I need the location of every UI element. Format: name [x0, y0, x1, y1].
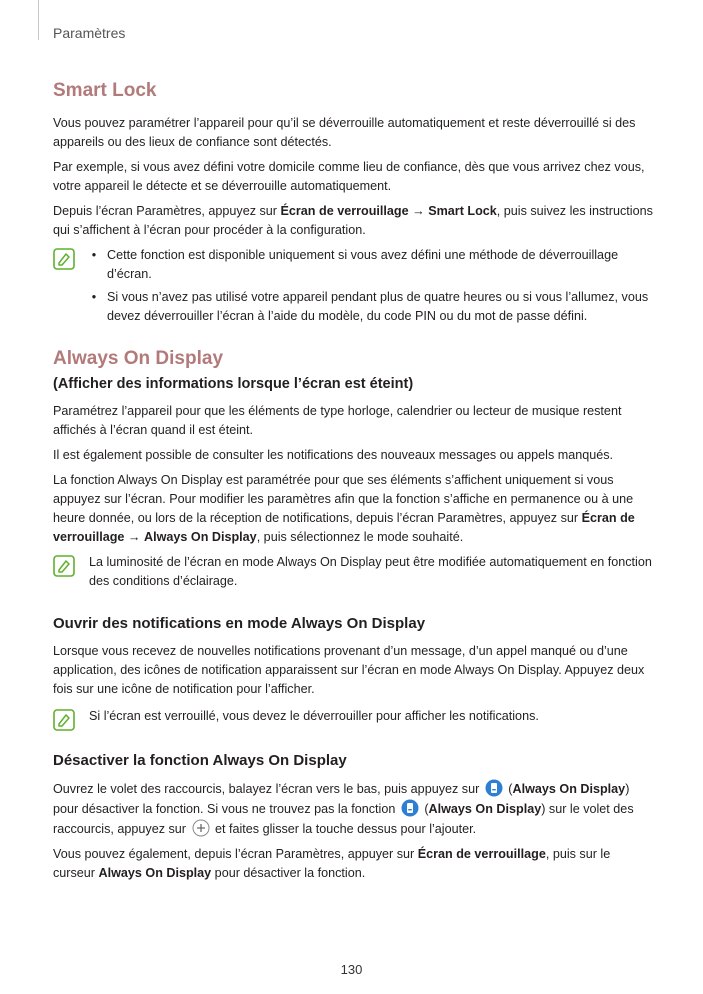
label-aod: Always On Display [428, 802, 542, 816]
note-list [89, 246, 653, 326]
note-block-notifications [53, 707, 653, 726]
smart-lock-instructions: Depuis l’écran Paramètres, appuyez sur Écran de verrouillage → Smart Lock, puis suivez les instructions qui s’affichent à l’écran pour procéder à la configuration. [53, 204, 653, 237]
label-aod: Always On Display [98, 866, 212, 880]
always-on-display-icon [401, 799, 419, 817]
note-text: La luminosité de l’écran en mode Always On Display peut être modifiée automatiquement en fonction des conditions d’éclairage. [89, 555, 652, 588]
menu-path-aod: Always On Display [144, 530, 257, 544]
section-title-notifications: Ouvrir des notifications en mode Always On Display [53, 615, 426, 632]
note-text: Si l’écran est verrouillé, vous devez le déverrouiller pour afficher les notifications. [89, 709, 539, 723]
page-header-title: Paramètres [53, 25, 126, 41]
label-aod: Always On Display [512, 782, 626, 796]
add-icon [192, 819, 210, 837]
note-item: • Cette fonction est disponible uniquement si vous avez défini une méthode de déverrouillage d’écran. [91, 248, 619, 281]
page-content [53, 80, 653, 889]
disable-alternative: Vous pouvez également, depuis l’écran Paramètres, appuyer sur Écran de verrouillage, puis sur le curseur Always On Display pour désactiver la fonction. [53, 847, 611, 880]
smart-lock-intro: Vous pouvez paramétrer l’appareil pour qu’il se déverrouille automatiquement et reste déverrouillé si des appareils ou des lieux de confiance sont détectés. [53, 116, 636, 149]
menu-path-lock-screen: Écran de verrouillage [417, 847, 546, 861]
note-item: • Si vous n’avez pas utilisé votre appareil pendant plus de quatre heures ou si vous l’allumez, vous devez déverrouiller l’écran à l’aide du modèle, du code PIN ou du mot de passe défini. [91, 290, 649, 323]
note-icon [53, 555, 75, 577]
section-subtitle-aod: (Afficher des informations lorsque l’écran est éteint) [53, 376, 414, 392]
notifications-body: Lorsque vous recevez de nouvelles notifications provenant d’un message, d’un appel manqué ou d’une application, des icônes de notification apparaissent sur l’écran en mode Always On Display. Appuyez deux fois sur une icône de notification pour l’afficher. [53, 644, 645, 696]
menu-path-lock-screen: Écran de verrouillage [53, 511, 635, 544]
aod-notifications: Il est également possible de consulter les notifications des nouveaux messages ou appels manqués. [53, 448, 614, 462]
menu-path-lock-screen: Écran de verrouillage [280, 204, 409, 218]
aod-intro: Paramétrez l’appareil pour que les éléments de type horloge, calendrier ou lecteur de musique restent affichés à l’écran quand il est éteint. [53, 404, 622, 437]
note-block-smart-lock [53, 246, 653, 326]
aod-settings: La fonction Always On Display est paramétrée pour que ses éléments s’affichent uniquement si vous appuyez sur l’écran. Pour modifier les paramètres afin que la fonction s’affiche en permanence ou à une heure donnée, ou lors de la réception de notifications, depuis l’écran Paramètres, appuyez sur Écran de verrouillage → Always On Display, puis sélectionnez le mode souhaité. [53, 473, 635, 544]
note-block-aod [53, 553, 653, 591]
section-title-smart-lock: Smart Lock [53, 80, 157, 101]
header-divider [38, 0, 39, 40]
smart-lock-example: Par exemple, si vous avez défini votre domicile comme lieu de confiance, dès que vous arrivez chez vous, votre appareil le détecte et se déverrouille automatiquement. [53, 160, 645, 193]
always-on-display-icon [485, 779, 503, 797]
section-title-disable-aod: Désactiver la fonction Always On Display [53, 752, 347, 769]
section-title-always-on-display: Always On Display [53, 348, 224, 369]
menu-path-smart-lock: Smart Lock [428, 204, 497, 218]
note-icon [53, 709, 75, 731]
note-icon [53, 248, 75, 270]
disable-instructions: Ouvrez le volet des raccourcis, balayez l’écran vers le bas, puis appuyez sur (Always On Display) pour désactiver la fonction. Si vous ne trouvez pas la fonction (Always On Display) sur le volet des raccourcis, appuyez sur et faites glisser la touche dessus pour l’ajouter. [53, 779, 653, 839]
page-number: 130 [340, 962, 363, 977]
